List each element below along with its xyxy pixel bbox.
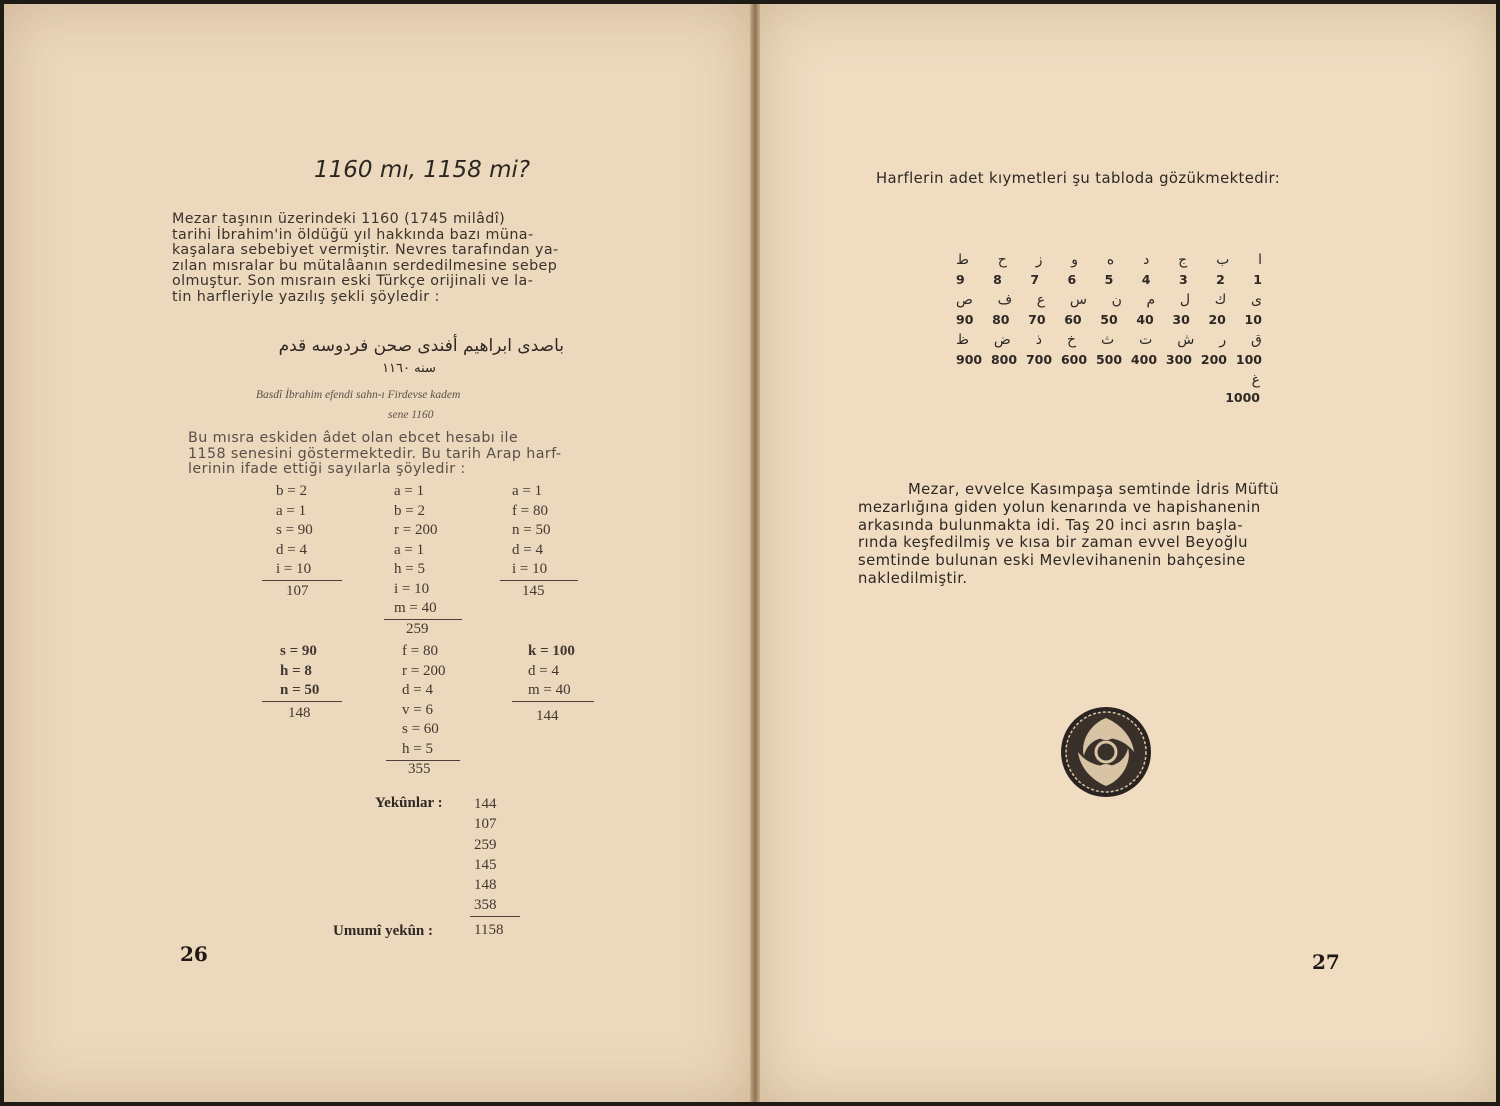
- arabic-letter: ر: [1219, 332, 1227, 348]
- group-total: 355: [408, 761, 431, 777]
- arabic-letter: ت: [1139, 332, 1153, 348]
- arabic-letter: م: [1146, 292, 1156, 308]
- letter-value: b = 2: [394, 502, 425, 519]
- page-title: 1160 mı, 1158 mi?: [314, 157, 531, 183]
- number-value: 40: [1136, 312, 1154, 327]
- letter-value: r = 200: [394, 522, 438, 538]
- number-value: 7: [1030, 272, 1040, 287]
- arabic-letter: ص: [956, 292, 973, 308]
- number-value: 400: [1130, 352, 1158, 367]
- letter-value: n = 50: [280, 682, 320, 698]
- sum-rule: [262, 580, 342, 581]
- text-line: lerinin ifade ettiği sayılarla şöyledir :: [188, 461, 466, 478]
- number-value: 70: [1028, 312, 1046, 327]
- arabic-letter: و: [1071, 252, 1079, 268]
- number-value: 800: [990, 352, 1018, 367]
- text-line: Mezar, evvelce Kasımpaşa semtinde İdris Müftü: [908, 481, 1280, 498]
- number-value: 1000: [1225, 390, 1260, 405]
- arabic-letter: ح: [997, 252, 1007, 268]
- subtotal-value: 145: [474, 856, 497, 873]
- sum-rule: [384, 619, 462, 620]
- letter-value: i = 10: [276, 561, 312, 577]
- arabic-letter: ل: [1179, 292, 1191, 308]
- subtotal-value: 144: [474, 796, 497, 812]
- text-line: arkasında bulunmakta idi. Taş 20 inci asrın başla-: [858, 516, 1243, 534]
- abjad-group-sahn: [280, 642, 319, 701]
- sum-rule: [500, 580, 578, 581]
- number-value: 2: [1216, 272, 1225, 287]
- number-value: 20: [1208, 312, 1226, 327]
- letter-value: h = 5: [394, 561, 425, 577]
- arabic-letter: غ: [1251, 372, 1260, 388]
- letter-value: k = 100: [528, 643, 575, 659]
- subtotal-value: 358: [474, 897, 497, 914]
- table-row-units: [956, 252, 1262, 292]
- abjad-group-kadem: [528, 642, 575, 701]
- abjad-group-ibrahim: [394, 482, 437, 619]
- arabic-letter: ض: [993, 332, 1011, 348]
- number-value: 600: [1060, 352, 1088, 367]
- arabic-letter: ك: [1214, 292, 1227, 308]
- transliteration-line: Basdî İbrahim efendi sahn-ı Firdevse kadem: [256, 389, 461, 401]
- abjad-group-basdi: [276, 482, 313, 580]
- number-value: 1: [1253, 272, 1262, 287]
- table-row-tens: [956, 292, 1262, 332]
- abjad-table: [956, 252, 1262, 405]
- letter-value: m = 40: [394, 600, 437, 616]
- letter-value: n = 50: [512, 522, 551, 538]
- left-page: [4, 4, 750, 1102]
- text-line: olmuştur. Son mısraın eski Türkçe orijinali ve la-: [172, 273, 534, 290]
- umumi-label: Umumî yekûn :: [333, 923, 434, 939]
- right-page: [760, 4, 1496, 1102]
- number-value: 60: [1064, 312, 1082, 327]
- letter-value: d = 4: [402, 682, 433, 698]
- text-line: nakledilmiştir.: [858, 569, 968, 587]
- abjad-group-firdevse: [402, 642, 445, 759]
- text-line: mezarlığına giden yolun kenarında ve hapishanenin: [858, 498, 1261, 516]
- subtotal-value: 107: [474, 816, 497, 833]
- group-total: 107: [286, 583, 309, 599]
- ornament-medallion-icon: [1058, 704, 1154, 800]
- letter-value: f = 80: [402, 643, 438, 659]
- abjad-paragraph: [188, 431, 656, 478]
- subtotal-value: 148: [474, 877, 497, 894]
- arabic-letter: ا: [1258, 252, 1262, 268]
- letter-value: i = 10: [394, 580, 430, 597]
- number-value: 500: [1095, 352, 1123, 367]
- number-value: 80: [992, 312, 1010, 327]
- number-value: 5: [1104, 272, 1114, 287]
- group-total: 259: [406, 621, 429, 637]
- table-row-hundreds: [956, 332, 1262, 372]
- arabic-verse-line: باصدی ابراهیم أفندی صحن فردوسه قدم: [278, 336, 564, 356]
- letter-value: r = 200: [402, 662, 446, 679]
- number-value: 300: [1165, 352, 1192, 367]
- text-line: Bu mısra eskiden âdet olan ebcet hesabı ile: [188, 430, 519, 446]
- arabic-letter: ظ: [956, 332, 969, 348]
- yekunlar-values: [474, 794, 497, 916]
- number-value: 100: [1235, 352, 1262, 367]
- arabic-letter: ه: [1106, 252, 1115, 268]
- text-line: zılan mısralar bu mütalâanın serdedilmesine sebep: [172, 257, 558, 274]
- subtotal-value: 259: [474, 836, 497, 853]
- arabic-date-line: سنه ١١٦٠: [382, 361, 436, 376]
- letter-value: h = 5: [402, 740, 433, 757]
- text-line: Mezar taşının üzerindeki 1160 (1745 milâdî): [172, 211, 506, 227]
- letter-value: h = 8: [280, 662, 312, 679]
- sum-rule: [262, 701, 342, 702]
- arabic-letter: ق: [1251, 332, 1262, 348]
- arabic-letter: س: [1069, 292, 1087, 308]
- arabic-letter: ف: [997, 292, 1013, 308]
- letter-value: d = 4: [512, 541, 543, 558]
- text-line: 1158 senesini göstermektedir. Bu tarih Arap harf-: [188, 445, 562, 462]
- text-line: semtinde bulunan eski Mevlevihanenin bahçesine: [858, 552, 1246, 570]
- letter-value: f = 80: [512, 502, 548, 519]
- number-value: 3: [1178, 272, 1188, 287]
- letter-value: s = 90: [280, 643, 317, 659]
- burial-paragraph: [858, 481, 1338, 588]
- table-row-thousand: [956, 372, 1262, 405]
- sum-rule: [470, 916, 520, 917]
- number-value: 10: [1244, 312, 1262, 327]
- abjad-group-afendi: [512, 482, 550, 580]
- number-value: 9: [956, 272, 965, 287]
- letter-value: b = 2: [276, 483, 307, 499]
- arabic-letter: ط: [956, 252, 969, 268]
- arabic-letter: ج: [1178, 252, 1188, 268]
- letter-value: a = 1: [512, 483, 543, 499]
- arabic-letter: ی: [1250, 292, 1262, 308]
- page-number: 27: [1312, 950, 1340, 974]
- letter-value: d = 4: [276, 541, 307, 558]
- book-gutter: [750, 4, 760, 1102]
- number-value: 30: [1172, 312, 1190, 327]
- number-value: 8: [993, 272, 1002, 287]
- group-total: 148: [288, 705, 311, 721]
- arabic-letter: ذ: [1035, 332, 1043, 348]
- number-value: 700: [1025, 352, 1053, 367]
- group-total: 144: [536, 708, 559, 724]
- number-value: 900: [956, 352, 983, 367]
- arabic-letter: خ: [1066, 332, 1077, 348]
- number-value: 4: [1141, 272, 1151, 287]
- arabic-letter: ن: [1111, 292, 1122, 308]
- letter-value: s = 90: [276, 522, 313, 538]
- text-line: tarihi İbrahim'in öldüğü yıl hakkında bazı müna-: [172, 226, 534, 243]
- letter-value: a = 1: [394, 483, 425, 499]
- text-line: tin harfleriyle yazılış şekli şöyledir :: [172, 288, 440, 305]
- letter-value: i = 10: [512, 561, 548, 577]
- letter-value: m = 40: [528, 682, 571, 698]
- letter-value: a = 1: [276, 502, 307, 519]
- number-value: 90: [956, 312, 974, 327]
- arabic-letter: ش: [1177, 332, 1195, 348]
- sum-rule: [512, 701, 594, 702]
- grand-total: 1158: [474, 922, 504, 938]
- arabic-letter: ع: [1036, 292, 1046, 308]
- transliteration-date: sene 1160: [388, 409, 434, 421]
- group-total: 145: [522, 583, 545, 599]
- letter-value: d = 4: [528, 662, 559, 679]
- table-intro: Harflerin adet kıymetleri şu tabloda gözükmektedir:: [876, 170, 1281, 187]
- number-value: 200: [1200, 352, 1227, 367]
- letter-value: s = 60: [402, 721, 439, 737]
- arabic-letter: ز: [1035, 252, 1043, 268]
- page-number: 26: [180, 942, 208, 966]
- number-value: 6: [1067, 272, 1077, 287]
- number-value: 50: [1100, 312, 1118, 327]
- arabic-letter: ث: [1100, 332, 1115, 348]
- text-line: rında keşfedilmiş ve kısa bir zaman evvel Beyoğlu: [858, 534, 1248, 552]
- arabic-letter: د: [1143, 252, 1150, 268]
- text-line: kaşalara sebebiyet vermiştir. Nevres tarafından ya-: [172, 242, 559, 259]
- letter-value: v = 6: [402, 701, 433, 718]
- intro-paragraph: [172, 212, 654, 306]
- yekunlar-label: Yekûnlar :: [375, 795, 443, 811]
- arabic-letter: ب: [1216, 252, 1230, 268]
- letter-value: a = 1: [394, 541, 425, 558]
